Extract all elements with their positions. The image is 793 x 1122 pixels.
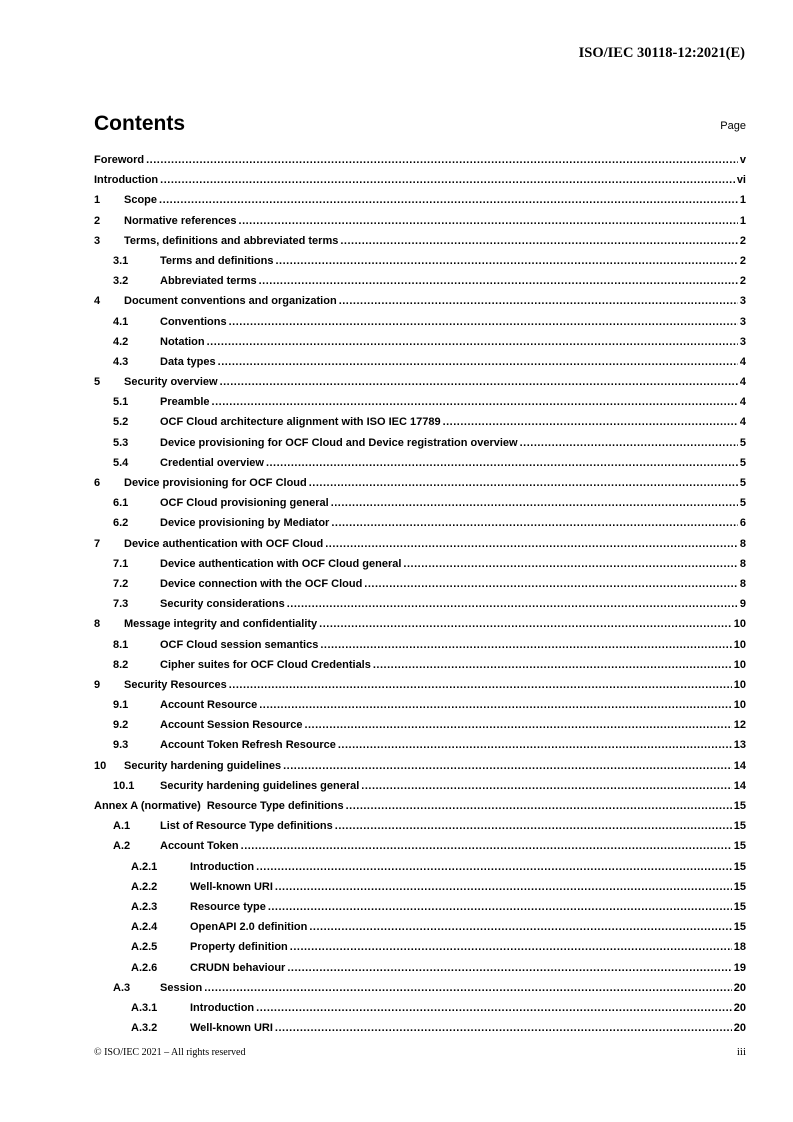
toc-entry[interactable] [94,352,746,372]
toc-entry-number: 6.1 [113,497,129,510]
toc-entry-title: Resource type [190,900,266,913]
page-number: iii [736,1046,746,1058]
toc-entry[interactable] [94,695,746,715]
toc-entry-page: 15 [733,800,746,812]
toc-entry[interactable] [94,776,746,796]
dot-leader [229,675,732,695]
toc-entry-title: Scope [124,194,158,207]
dot-leader [309,917,731,937]
toc-entry[interactable] [94,291,746,311]
toc-entry-title: OCF Cloud architecture alignment with ISO IEC 17789 [160,416,441,429]
toc-entry-title: Security Resources [124,678,227,691]
dot-leader [146,150,738,170]
toc-entry-page: 15 [733,921,746,934]
toc-entry-page: 18 [733,941,746,954]
toc-entry-title: Security overview [124,376,218,389]
toc-entry-page: 4 [739,396,746,409]
toc-entry-page: 15 [733,840,746,853]
dot-leader [160,170,735,190]
toc-entry-page: 5 [739,477,746,489]
toc-entry-title: Device provisioning by Mediator [160,517,330,530]
toc-entry-number: 6 [94,477,101,489]
toc-entry-title: Annex A (normative) Resource Type definitions [94,800,344,812]
toc-entry[interactable] [94,978,746,998]
dot-leader [159,190,738,210]
toc-entry-page: vi [736,174,746,187]
toc-entry-title: Terms, definitions and abbreviated terms [124,234,339,247]
toc-entry[interactable] [94,655,746,675]
dot-leader [304,715,731,735]
toc-entry-title: Well-known URI [190,880,273,893]
table-of-contents [94,150,746,1038]
toc-entry-number: 2 [94,214,101,227]
toc-entry-title: OpenAPI 2.0 definition [190,921,308,934]
toc-entry[interactable] [94,312,746,332]
toc-entry[interactable] [94,453,746,473]
toc-entry-number: 5.4 [113,456,129,469]
toc-entry-number: A.2.4 [131,921,158,934]
toc-entry-number: 3 [94,234,101,247]
toc-entry[interactable] [94,917,746,937]
dot-leader [259,695,732,715]
dot-leader [290,937,732,957]
dot-leader [335,816,732,836]
toc-entry-number: 4.1 [113,315,129,328]
dot-leader [275,251,737,271]
toc-entry-page: 20 [733,1001,746,1014]
toc-entry[interactable] [94,735,746,755]
dot-leader [319,614,732,634]
toc-entry-number: 8.2 [113,658,129,671]
toc-entry-number: A.2.5 [131,941,158,954]
toc-entry-title: Security hardening guidelines [124,759,282,772]
toc-entry-title: Conventions [160,315,227,328]
toc-entry-number: A.3.2 [131,1022,158,1035]
toc-entry-title: Property definition [190,941,288,954]
toc-entry-title: Normative references [124,214,237,227]
toc-entry-title: Preamble [160,396,210,409]
toc-entry-title: Account Resource [160,699,258,712]
dot-leader [364,574,738,594]
toc-entry[interactable] [94,493,746,513]
toc-entry-title: OCF Cloud session semantics [160,638,319,651]
toc-entry-number: A.3 [113,981,131,994]
toc-entry-number: 9.2 [113,719,129,732]
toc-entry-title: CRUDN behaviour [190,961,286,974]
toc-entry-page: 15 [733,860,746,873]
toc-entry-page: 2 [739,275,746,288]
document-id-header: ISO/IEC 30118-12:2021(E) [578,45,745,61]
toc-entry-number: 4.3 [113,355,129,368]
toc-entry-number: 8 [94,618,101,631]
toc-entry-page: 8 [739,537,746,550]
dot-leader [229,312,738,332]
toc-entry-number: 10.1 [113,779,135,792]
toc-entry-page: 1 [739,214,746,227]
toc-entry-page: 14 [733,779,746,792]
toc-entry[interactable] [94,897,746,917]
toc-entry-title: Security considerations [160,598,285,611]
dot-leader [403,554,737,574]
dot-leader [443,412,738,432]
toc-entry-number: A.2.6 [131,961,158,974]
toc-entry-page: 9 [739,598,746,611]
toc-entry[interactable] [94,857,746,877]
dot-leader [239,211,738,231]
toc-entry-number: 7 [94,537,101,550]
toc-entry-title: Account Session Resource [160,719,303,732]
toc-entry-page: 5 [739,436,746,449]
toc-entry[interactable] [94,816,746,836]
toc-entry-page: 5 [739,497,746,510]
toc-entry-page: 12 [733,719,746,732]
toc-entry-number: 5 [94,376,101,389]
dot-leader [520,433,738,453]
toc-entry-number: 4 [94,295,101,308]
toc-entry[interactable] [94,796,746,816]
dot-leader [218,352,738,372]
toc-entry-page: 14 [733,759,746,772]
toc-entry[interactable] [94,473,746,493]
toc-entry-title: Foreword [94,154,145,166]
toc-entry-title: Data types [160,355,216,368]
toc-entry-number: 1 [94,194,101,207]
toc-entry-page: 6 [739,517,746,530]
toc-entry[interactable] [94,513,746,533]
toc-entry-number: 9.3 [113,739,129,752]
toc-entry-page: v [739,154,746,166]
toc-entry[interactable] [94,332,746,352]
toc-entry-page: 10 [733,699,746,712]
toc-entry-number: 5.2 [113,416,129,429]
copyright-footer: © ISO/IEC 2021 – All rights reserved [94,1047,246,1058]
toc-entry[interactable] [94,150,746,170]
dot-leader [325,534,738,554]
toc-entry[interactable] [94,211,746,231]
page-column-label: Page [720,120,746,132]
toc-entry[interactable] [94,998,746,1018]
toc-entry-page: 4 [739,416,746,429]
toc-entry-number: 10 [94,759,107,772]
dot-leader [266,453,738,473]
toc-entry-number: 3.1 [113,254,129,267]
dot-leader [373,655,732,675]
toc-entry[interactable] [94,170,746,190]
dot-leader [212,392,738,412]
toc-entry[interactable] [94,433,746,453]
dot-leader [220,372,738,392]
toc-entry[interactable] [94,554,746,574]
toc-entry-page: 1 [739,194,746,207]
toc-entry[interactable] [94,715,746,735]
dot-leader [275,877,732,897]
dot-leader [339,291,738,311]
toc-entry-page: 13 [733,739,746,752]
toc-entry[interactable] [94,937,746,957]
toc-entry-page: 20 [733,981,746,994]
toc-entry-title: Device provisioning for OCF Cloud [124,477,307,489]
toc-entry[interactable] [94,372,746,392]
toc-entry-page: 15 [733,820,746,833]
toc-entry[interactable] [94,1018,746,1038]
toc-entry-number: A.1 [113,820,131,833]
toc-entry-page: 10 [733,638,746,651]
dot-leader [340,231,738,251]
dot-leader [287,958,731,978]
toc-entry-title: Well-known URI [190,1022,273,1035]
toc-entry-title: Security hardening guidelines general [160,779,360,792]
toc-entry-number: A.3.1 [131,1001,158,1014]
toc-entry-page: 3 [739,295,746,308]
toc-entry-title: Notation [160,335,205,348]
dot-leader [241,836,732,856]
toc-entry-page: 10 [733,678,746,691]
toc-entry-title: Device authentication with OCF Cloud general [160,557,402,570]
toc-entry[interactable] [94,958,746,978]
toc-entry-title: Introduction [94,174,159,187]
toc-entry-number: A.2 [113,840,131,853]
dot-leader [331,493,738,513]
dot-leader [320,635,731,655]
toc-entry[interactable] [94,877,746,897]
toc-entry-title: Session [160,981,203,994]
toc-entry[interactable] [94,231,746,251]
toc-entry-number: 5.1 [113,396,129,409]
toc-entry-page: 4 [739,376,746,389]
dot-leader [256,998,732,1018]
dot-leader [256,857,732,877]
toc-entry-title: Message integrity and confidentiality [124,618,318,631]
toc-entry-number: A.2.2 [131,880,158,893]
toc-entry-number: A.2.3 [131,900,158,913]
toc-entry-title: Abbreviated terms [160,275,257,288]
toc-entry-title: Account Token [160,840,239,853]
toc-entry-page: 20 [733,1022,746,1035]
dot-leader [259,271,738,291]
toc-entry[interactable] [94,635,746,655]
dot-leader [287,594,738,614]
toc-entry-number: 4.2 [113,335,129,348]
toc-entry-page: 15 [733,900,746,913]
toc-entry-page: 8 [739,557,746,570]
toc-entry[interactable] [94,271,746,291]
toc-entry[interactable] [94,756,746,776]
toc-entry[interactable] [94,594,746,614]
toc-entry[interactable] [94,574,746,594]
toc-entry-title: Device connection with the OCF Cloud [160,577,363,590]
toc-entry-page: 15 [733,880,746,893]
page-title: Contents [94,112,185,135]
toc-entry[interactable] [94,412,746,432]
toc-entry-number: 5.3 [113,436,129,449]
toc-entry-title: OCF Cloud provisioning general [160,497,329,510]
toc-entry-page: 5 [739,456,746,469]
toc-entry-number: 7.1 [113,557,129,570]
toc-entry-page: 8 [739,577,746,590]
toc-entry-title: Introduction [190,860,255,873]
toc-entry-number: 3.2 [113,275,129,288]
toc-entry[interactable] [94,534,746,554]
toc-entry[interactable] [94,614,746,634]
toc-entry-number: 6.2 [113,517,129,530]
toc-entry-page: 10 [733,658,746,671]
toc-entry-number: A.2.1 [131,860,158,873]
toc-entry[interactable] [94,190,746,210]
toc-entry-page: 4 [739,355,746,368]
dot-leader [338,735,732,755]
dot-leader [331,513,738,533]
toc-entry-title: Terms and definitions [160,254,274,267]
toc-entry-title: Cipher suites for OCF Cloud Credentials [160,658,371,671]
toc-entry[interactable] [94,675,746,695]
dot-leader [309,473,738,493]
toc-entry-number: 7.2 [113,577,129,590]
dot-leader [283,756,732,776]
dot-leader [207,332,738,352]
dot-leader [275,1018,732,1038]
toc-entry-title: Device provisioning for OCF Cloud and Device registration overview [160,436,518,449]
toc-entry-page: 3 [739,315,746,328]
dot-leader [268,897,732,917]
toc-entry-number: 8.1 [113,638,129,651]
dot-leader [204,978,732,998]
toc-entry[interactable] [94,251,746,271]
toc-entry[interactable] [94,392,746,412]
toc-entry-title: Credential overview [160,456,264,469]
toc-entry-page: 2 [739,254,746,267]
toc-entry-title: Introduction [190,1001,255,1014]
toc-entry-title: Account Token Refresh Resource [160,739,336,752]
dot-leader [346,796,732,816]
toc-entry-title: Device authentication with OCF Cloud [124,537,324,550]
toc-entry-page: 3 [739,335,746,348]
toc-entry-number: 7.3 [113,598,129,611]
toc-entry-page: 19 [733,961,746,974]
toc-entry-title: List of Resource Type definitions [160,820,333,833]
toc-entry[interactable] [94,836,746,856]
toc-entry-number: 9 [94,678,101,691]
toc-entry-number: 9.1 [113,699,129,712]
toc-entry-page: 2 [739,234,746,247]
toc-entry-page: 10 [733,618,746,631]
toc-entry-title: Document conventions and organization [124,295,337,308]
dot-leader [361,776,731,796]
